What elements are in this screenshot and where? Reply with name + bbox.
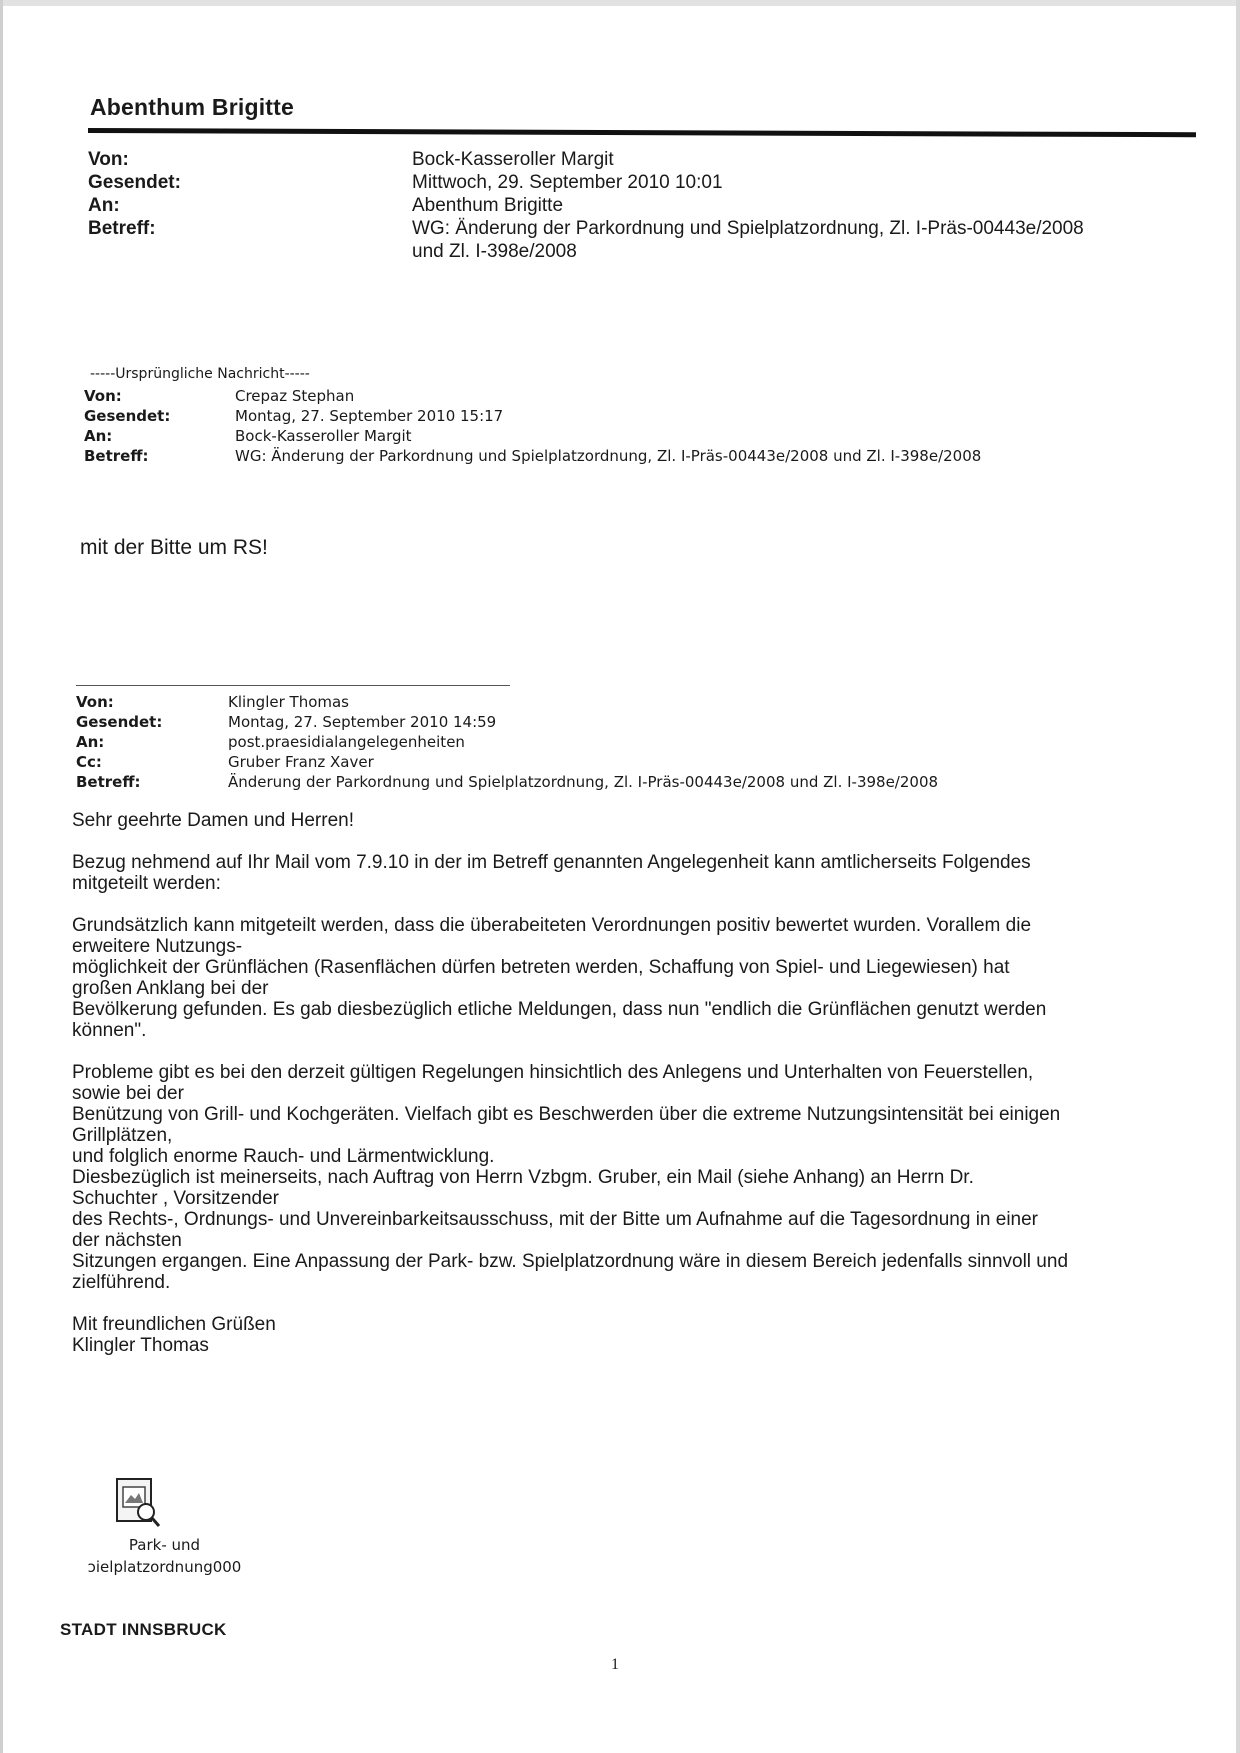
salutation: Sehr geehrte Damen und Herren! [72,810,354,831]
header-sent-row [88,171,1208,194]
body-line: Schuchter , Vorsitzender [72,1188,279,1209]
from-label: Von: [88,149,129,170]
orig-subject-row [84,446,1184,466]
subject-value [412,217,1208,263]
sent-value: Mittwoch, 29. September 2010 10:01 [412,172,723,193]
inner-to-row [76,732,1176,752]
body-line: erweitere Nutzungs- [72,936,243,957]
attachment-filename[interactable] [52,1534,277,1578]
body-line: großen Anklang bei der [72,978,269,999]
to-label: An: [88,195,120,216]
body-line: möglichkeit der Grünflächen (Rasenflächen dürfen betreten werden, Schaffung von Spiel- und Liegewiesen) hat [72,957,1010,978]
body-line: und folglich enorme Rauch- und Lärmentwicklung. [72,1146,495,1167]
forward-note: mit der Bitte um RS! [80,536,268,559]
body-line: Benützung von Grill- und Kochgeräten. Vielfach gibt es Beschwerden über die extreme Nutzungsintensität bei einigen [72,1104,1061,1125]
orig-to-value: Bock-Kasseroller Margit [235,427,412,445]
inner-to-label: An: [76,733,105,751]
orig-sent-value: Montag, 27. September 2010 15:17 [235,407,504,425]
header-subject-row [88,217,1208,263]
header-from-row [88,148,1208,171]
attachment-name-line-1: Park- und [128,1536,201,1554]
inner-subject-value: Änderung der Parkordnung und Spielplatzordnung, Zl. I-Präs-00443e/2008 und Zl. I-398e/2008 [228,773,939,791]
page-number: 1 [611,1656,619,1673]
subject-line-2: und Zl. I-398e/2008 [412,241,577,262]
title-divider [88,128,1196,137]
orig-subject-label: Betreff: [84,447,149,465]
original-message-heading: -----Ursprüngliche Nachricht----- [90,366,310,382]
body-line: sowie bei der [72,1083,184,1104]
inner-cc-label: Cc: [76,753,102,771]
body-line: können". [72,1020,147,1041]
message-body [72,810,1172,1356]
body-line: Sitzungen ergangen. Eine Anpassung der Park- bzw. Spielplatzordnung wäre in diesem Bereich jedenfalls sinnvoll und [72,1251,1069,1272]
inner-message-header [76,692,1176,792]
inner-cc-value: Gruber Franz Xaver [228,753,374,771]
subject-label: Betreff: [88,218,156,239]
scan-edge-top [0,0,1240,6]
orig-to-label: An: [84,427,113,445]
body-line: Grillplätzen, [72,1125,173,1146]
body-line: Bevölkerung gefunden. Es gab diesbezüglich etliche Meldungen, dass nun "endlich die Grünflächen genutzt werden [72,999,1047,1020]
body-line: Diesbezüglich ist meinerseits, nach Auftrag von Herrn Vzbgm. Gruber, ein Mail (siehe Anhang) an Herrn Dr. [72,1167,974,1188]
scan-edge-right [1236,0,1240,1753]
email-header [88,148,1208,263]
body-line: der nächsten [72,1230,182,1251]
subject-line-1: WG: Änderung der Parkordnung und Spielplatzordnung, Zl. I-Präs-00443e/2008 [412,218,1084,239]
body-line: zielführend. [72,1272,171,1293]
orig-from-label: Von: [84,387,122,405]
message-separator [76,685,510,686]
orig-sent-row [84,406,1184,426]
orig-to-row [84,426,1184,446]
sent-label: Gesendet: [88,172,181,193]
signature: Klingler Thomas [72,1335,209,1356]
orig-from-value: Crepaz Stephan [235,387,355,405]
inner-subject-label: Betreff: [76,773,141,791]
body-line: des Rechts-, Ordnungs- und Unvereinbarkeitsausschuss, mit der Bitte um Aufnahme auf die Tagesordnung in einer [72,1209,1039,1230]
header-to-row [88,194,1208,217]
inner-sent-row [76,712,1176,732]
document-title: Abenthum Brigitte [90,94,294,120]
orig-sent-label: Gesendet: [84,407,171,425]
orig-subject-value: WG: Änderung der Parkordnung und Spielplatzordnung, Zl. I-Präs-00443e/2008 und Zl. I-398e/2008 [235,447,982,465]
body-line: mitgeteilt werden: [72,873,221,894]
original-message-header [84,386,1184,466]
inner-cc-row [76,752,1176,772]
inner-from-value: Klingler Thomas [228,693,349,711]
body-line: Grundsätzlich kann mitgeteilt werden, dass die überabeiteten Verordnungen positiv bewertet wurden. Vorallem die [72,915,1032,936]
inner-sent-label: Gesendet: [76,713,163,731]
from-value: Bock-Kasseroller Margit [412,149,614,170]
inner-to-value: post.praesidialangelegenheiten [228,733,465,751]
body-line: Bezug nehmend auf Ihr Mail vom 7.9.10 in der im Betreff genannten Angelegenheit kann amtlicherseits Folgendes [72,852,1031,873]
inner-sent-value: Montag, 27. September 2010 14:59 [228,713,497,731]
orig-from-row [84,386,1184,406]
inner-from-label: Von: [76,693,114,711]
body-line: Probleme gibt es bei den derzeit gültigen Regelungen hinsichtlich des Anlegens und Unterhalten von Feuerstellen, [72,1062,1034,1083]
inner-from-row [76,692,1176,712]
scan-edge-left [0,0,3,1753]
inner-subject-row [76,772,1176,792]
closing: Mit freundlichen Grüßen [72,1314,276,1335]
footer-organization: STADT INNSBRUCK [60,1620,227,1639]
to-value: Abenthum Brigitte [412,195,564,216]
document-attachment-icon[interactable] [113,1477,163,1529]
attachment-name-line-2: ɔielplatzordnung000 [87,1558,242,1576]
